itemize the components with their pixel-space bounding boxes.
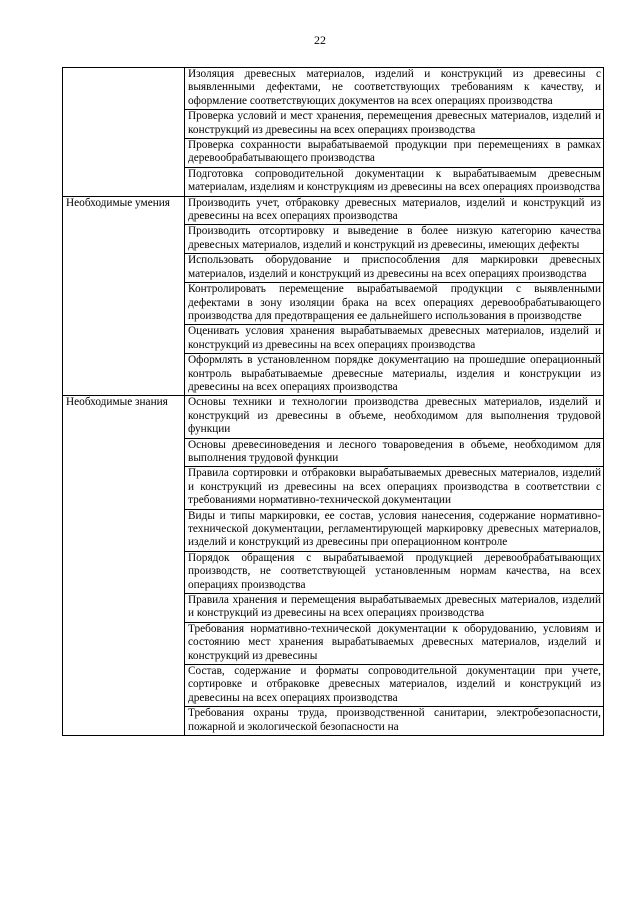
row-text: Основы древесиноведения и лесного товароведения в объеме, необходимом для выполнения трудовой функции [185, 438, 604, 467]
row-text: Изоляция древесных материалов, изделий и конструкций из древесины с выявленными дефектами, не соответствующих требованиям к качеству, и оформление соответствующих документов на всех операциях производства [185, 68, 604, 110]
row-label [63, 68, 185, 197]
row-text: Контролировать перемещение вырабатываемой продукции с выявленными дефектами в зону изоляции брака на всех операциях деревообрабатывающего производства для предотвращения ее дальнейшего использования в производстве [185, 283, 604, 325]
row-text: Состав, содержание и форматы сопроводительной документации при учете, сортировке и отбраковке древесных материалов, изделий и конструкций из древесины на всех операциях производства [185, 665, 604, 707]
row-text: Проверка условий и мест хранения, перемещения древесных материалов, изделий и конструкций из древесины на всех операциях производства [185, 110, 604, 139]
row-text: Требования нормативно-технической документации к оборудованию, условиям и состоянию мест хранения вырабатываемых древесных материалов, изделий и конструкций из древесины [185, 622, 604, 664]
row-text: Правила сортировки и отбраковки вырабатываемых древесных материалов, изделий и конструкций из древесины на всех операциях производства в соответствии с требованиями нормативно-технической документации [185, 467, 604, 509]
row-text: Порядок обращения с вырабатываемой продукцией деревообрабатывающих производств, не соответствующей установленным нормам качества, на всех операциях производства [185, 551, 604, 593]
row-text: Использовать оборудование и приспособления для маркировки древесных материалов, изделий и конструкций из древесины на всех операциях производства [185, 254, 604, 283]
row-text: Производить учет, отбраковку древесных материалов, изделий и конструкций из древесины на всех операциях производства [185, 196, 604, 225]
row-label-skills: Необходимые умения [63, 196, 185, 396]
row-text: Проверка сохранности вырабатываемой продукции при перемещениях в рамках деревообрабатывающего производства [185, 139, 604, 168]
row-text: Подготовка сопроводительной документации к вырабатываемым древесным материалам, изделиям и конструкциям из древесины на всех операциях производства [185, 167, 604, 196]
row-text: Требования охраны труда, производственной санитарии, электробезопасности, пожарной и экологической безопасности на [185, 707, 604, 736]
requirements-table [62, 67, 604, 736]
row-text: Правила хранения и перемещения вырабатываемых древесных материалов, изделий и конструкций из древесины на всех операциях производства [185, 594, 604, 623]
row-label-knowledge: Необходимые знания [63, 396, 185, 736]
row-text: Виды и типы маркировки, ее состав, условия нанесения, содержание нормативно-технической документации, регламентирующей маркировку древесных материалов, изделий и конструкций из древесины при операционном контроле [185, 509, 604, 551]
row-text: Оформлять в установленном порядке документацию на прошедшие операционный контроль вырабатываемые древесные материалы, изделия и конструкции из древесины на всех операциях производства [185, 354, 604, 396]
table-row [63, 68, 604, 110]
page-number: 22 [314, 33, 326, 47]
row-text: Производить отсортировку и выведение в более низкую категорию качества древесных материалов, изделий и конструкций из древесины, имеющих дефекты [185, 225, 604, 254]
table-row [63, 396, 604, 438]
row-text: Основы техники и технологии производства древесных материалов, изделий и конструкций из древесины в объеме, необходимом для выполнения трудовой функции [185, 396, 604, 438]
table-row [63, 196, 604, 225]
row-text: Оценивать условия хранения вырабатываемых древесных материалов, изделий и конструкций из древесины на всех операциях производства [185, 325, 604, 354]
